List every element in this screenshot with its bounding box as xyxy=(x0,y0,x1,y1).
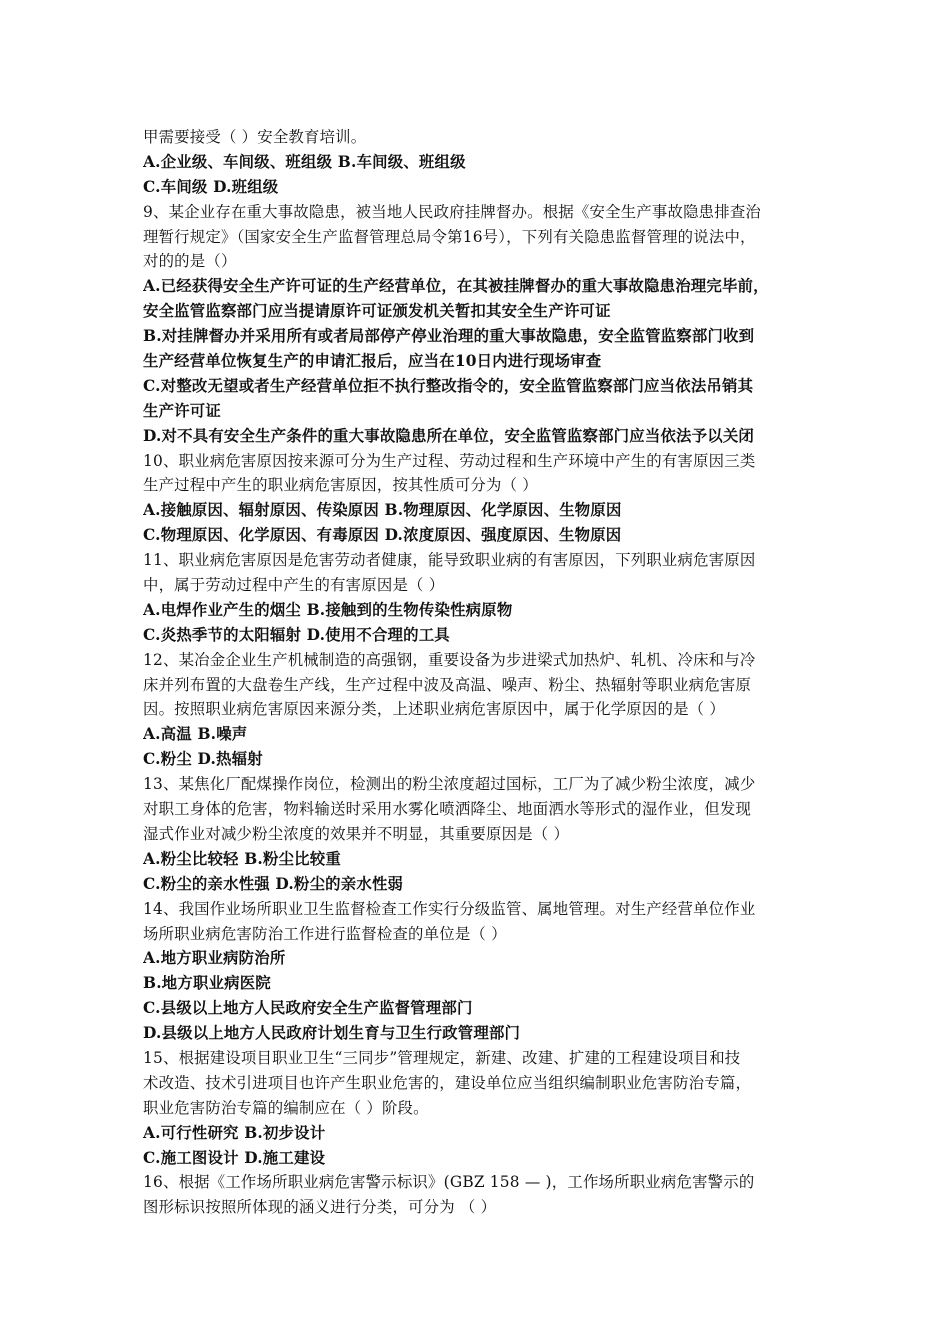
answer-option-line: B.地方职业病医院 xyxy=(143,974,271,993)
question-text-line: 职业危害防治专篇的编制应在（ ）阶段。 xyxy=(143,1098,429,1117)
question-text-line: 16、根据《工作场所职业病危害警示标识》(GBZ 158 — )，工作场所职业病危害警示的 xyxy=(143,1173,755,1192)
document-page xyxy=(143,125,811,1220)
answer-option-line: A.电焊作业产生的烟尘 B.接触到的生物传染性病原物 xyxy=(143,600,513,619)
question-text-line: 术改造、技术引进项目也许产生职业危害的，建设单位应当组织编制职业危害防治专篇， xyxy=(143,1073,752,1092)
answer-option-line: C.车间级 D.班组级 xyxy=(143,177,279,196)
answer-option-line: A.高温 B.噪声 xyxy=(143,725,248,744)
question-text-line: 12、某冶金企业生产机械制造的高强钢，重要设备为步进梁式加热炉、轧机、冷床和与冷 xyxy=(143,650,756,669)
answer-option-line: A.已经获得安全生产许可证的生产经营单位，在其被挂牌督办的重大事故隐患治理完毕前， xyxy=(143,277,769,296)
answer-option-line: A.粉尘比较轻 B.粉尘比较重 xyxy=(143,849,341,868)
answer-option-line: C.物理原因、化学原因、有毒原因 D.浓度原因、强度原因、生物原因 xyxy=(143,526,622,545)
question-text-line: 图形标识按照所体现的涵义进行分类，可分为 （ ） xyxy=(143,1198,497,1217)
question-text-line: 10、职业病危害原因按来源可分为生产过程、劳动过程和生产环境中产生的有害原因三类 xyxy=(143,451,756,470)
answer-option-line: 生产经营单位恢复生产的申请汇报后，应当在10日内进行现场审查 xyxy=(143,352,602,371)
answer-option-line: D.县级以上地方人民政府计划生育与卫生行政管理部门 xyxy=(143,1024,521,1043)
answer-option-line: A.接触原因、辐射原因、传染原因 B.物理原因、化学原因、生物原因 xyxy=(143,501,622,520)
question-text-line: 14、我国作业场所职业卫生监督检查工作实行分级监管、属地管理。对生产经营单位作业 xyxy=(143,899,756,918)
answer-option-line: C.县级以上地方人民政府安全生产监督管理部门 xyxy=(143,999,473,1018)
question-text-line: 甲需要接受（ ）安全教育培训。 xyxy=(143,128,367,146)
answer-option-line: 生产许可证 xyxy=(143,401,221,420)
question-text-line: 对的的是（） xyxy=(143,252,237,271)
question-text-line: 生产过程中产生的职业病危害原因，按其性质可分为（ ） xyxy=(143,476,538,495)
answer-option-line: C.对整改无望或者生产经营单位拒不执行整改指令的，安全监管监察部门应当依法吊销其 xyxy=(143,376,754,395)
answer-option-line: B.对挂牌督办并采用所有或者局部停产停业治理的重大事故隐患，安全监管监察部门收到 xyxy=(143,327,755,346)
question-text-line: 床并列布置的大盘卷生产线，生产过程中波及高温、噪声、粉尘、热辐射等职业病危害原 xyxy=(143,675,752,694)
question-text-line: 理暂行规定》（国家安全生产监督管理总局令第16号），下列有关隐患监督管理的说法中， xyxy=(143,227,756,246)
question-text-line: 对职工身体的危害，物料输送时采用水雾化喷洒降尘、地面洒水等形式的湿作业，但发现 xyxy=(143,800,752,819)
answer-option-line: A.可行性研究 B.初步设计 xyxy=(143,1123,326,1142)
question-text-line: 9、某企业存在重大事故隐患，被当地人民政府挂牌督办。根据《安全生产事故隐患排查治 xyxy=(143,202,762,221)
question-text-line: 11、职业病危害原因是危害劳动者健康，能导致职业病的有害原因，下列职业病危害原因 xyxy=(143,551,756,570)
answer-option-line: C.炎热季节的太阳辐射 D.使用不合理的工具 xyxy=(143,625,450,644)
question-text-line: 中，属于劳动过程中产生的有害原因是（ ） xyxy=(143,576,445,595)
answer-option-line: A.企业级、车间级、班组级 B.车间级、班组级 xyxy=(143,152,466,171)
answer-option-line: C.施工图设计 D.施工建设 xyxy=(143,1148,326,1167)
answer-option-line: C.粉尘的亲水性强 D.粉尘的亲水性弱 xyxy=(143,874,404,893)
question-text-line: 场所职业病危害防治工作进行监督检查的单位是（ ） xyxy=(143,924,507,943)
answer-option-line: D.对不具有安全生产条件的重大事故隐患所在单位，安全监管监察部门应当依法予以关闭 xyxy=(143,426,754,445)
question-text-line: 湿式作业对减少粉尘浓度的效果并不明显，其重要原因是（ ） xyxy=(143,824,570,843)
answer-option-line: 安全监管监察部门应当提请原许可证颁发机关暂扣其安全生产许可证 xyxy=(143,302,611,321)
question-text-line: 13、某焦化厂配煤操作岗位，检测出的粉尘浓度超过国标，工厂为了减少粉尘浓度，减少 xyxy=(143,775,756,794)
answer-option-line: A.地方职业病防治所 xyxy=(143,949,286,968)
question-text-line: 因。按照职业病危害原因来源分类，上述职业病危害原因中，属于化学原因的是（ ） xyxy=(143,700,725,719)
answer-option-line: C.粉尘 D.热辐射 xyxy=(143,750,263,769)
question-text-line: 15、根据建设项目职业卫生“三同步”管理规定，新建、改建、扩建的工程建设项目和技 xyxy=(143,1048,741,1067)
